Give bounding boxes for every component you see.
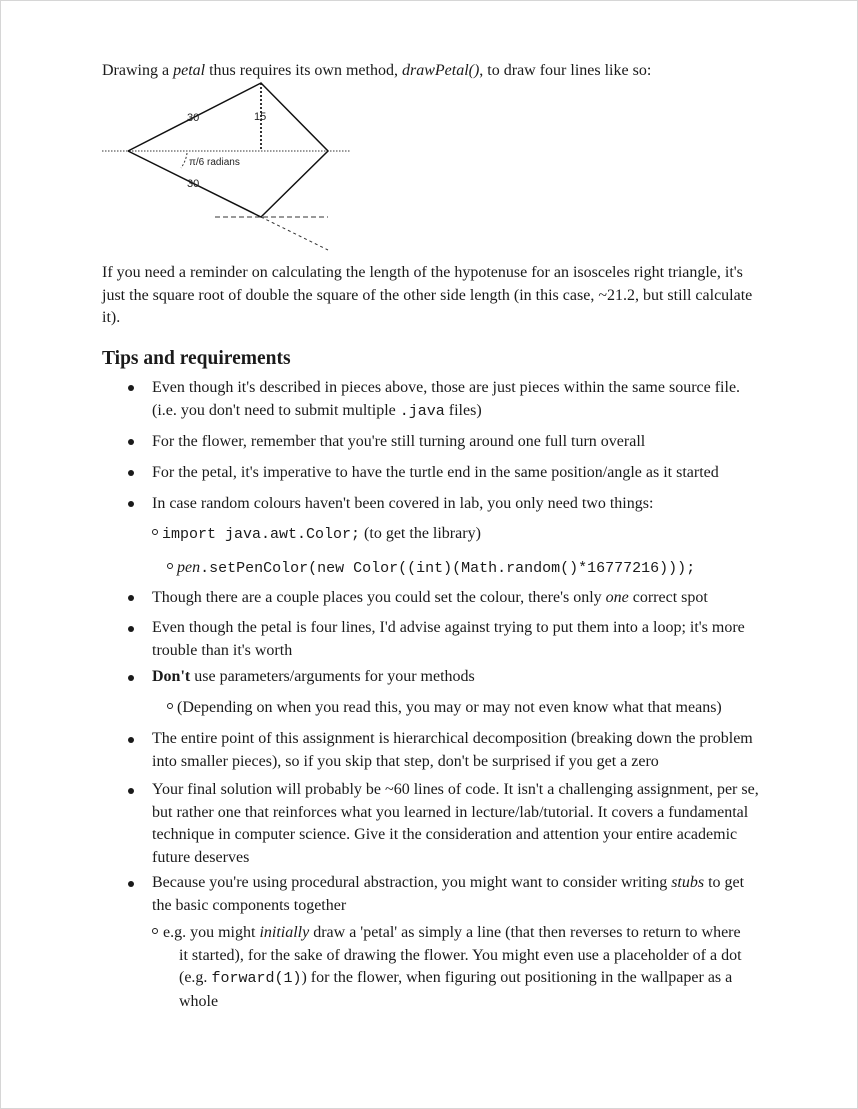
bullet xyxy=(128,881,134,887)
bullet xyxy=(128,737,134,743)
bullet xyxy=(128,788,134,794)
label-30-top: 30 xyxy=(187,112,200,124)
diagonal-dashed-extension xyxy=(261,217,328,250)
tip-stubs-subitem: e.g. you might initially draw a 'petal' as simply a line (that then reverses to return to where it started), for the sake of drawing the flower. You might even use a placeholder of a dot (e.g. forward(1)) for the flower, when figuring out positioning in the wallpaper as a whole xyxy=(152,922,752,1013)
bullet xyxy=(128,501,134,507)
angle-arc xyxy=(181,153,187,168)
tip-random-colours: In case random colours haven't been covered in lab, you only need two things: xyxy=(152,495,654,512)
tip-full-turn: For the flower, remember that you're still turning around one full turn overall xyxy=(152,433,646,450)
intro-paragraph: Drawing a petal thus requires its own method, drawPetal(), to draw four lines like so: xyxy=(102,62,652,79)
label-15: 15 xyxy=(254,111,267,123)
label-angle: π/6 radians xyxy=(189,157,240,168)
tip-import-subitem: import java.awt.Color; (to get the library) xyxy=(152,523,481,547)
bullet xyxy=(128,470,134,476)
tips-heading: Tips and requirements xyxy=(102,348,291,369)
bullet xyxy=(128,439,134,445)
petal-diagram xyxy=(99,79,359,255)
tip-sixty-lines: Your final solution will probably be ~60 lines of code. It isn't a challenging assignment, per se, but rather one that reinforces what you learned in lecture/lab/tutorial. It covers a fundamental technique in computer science. Give it the consideration and attention your entire academic future deserves xyxy=(152,781,759,866)
method-name: drawPetal() xyxy=(401,62,480,79)
tip-no-loop: Even though the petal is four lines, I'd advise against trying to put them into a loop; it's more trouble than it's worth xyxy=(152,619,745,659)
java-extension-code: .java xyxy=(399,402,445,420)
bullet xyxy=(128,385,134,391)
tip-petal-end-position: For the petal, it's imperative to have the turtle end in the same position/angle as it started xyxy=(152,464,719,481)
tip-decomposition: The entire point of this assignment is hierarchical decomposition (breaking down the problem into smaller pieces), so if you skip that step, don't be surprised if you get a zero xyxy=(152,730,753,770)
setpencolor-code: .setPenColor(new Color((int)(Math.random()*16777216))); xyxy=(200,560,696,577)
reminder-paragraph: If you need a reminder on calculating the length of the hypotenuse for an isosceles right triangle, it's just the square root of double the square of the other side length (in this case, ~21.2, but still calculate it). xyxy=(102,264,753,326)
forward-code: forward(1) xyxy=(211,970,302,987)
tip-setpencolor-subitem: pen.setPenColor(new Color((int)(Math.random()*16777216))); xyxy=(167,557,695,581)
tip-no-parameters-subitem: (Depending on when you read this, you may or may not even know what that means) xyxy=(167,697,722,720)
bullet xyxy=(128,675,134,681)
petal-word: petal xyxy=(173,62,206,79)
import-code: import java.awt.Color; xyxy=(162,526,361,543)
tip-colour-spot: Though there are a couple places you could set the colour, there's only one correct spot xyxy=(152,589,708,606)
bullet xyxy=(128,626,134,632)
tip-stubs: Because you're using procedural abstraction, you might want to consider writing stubs to get the basic components together xyxy=(152,874,745,914)
petal-outline xyxy=(128,83,328,217)
label-30-bottom: 30 xyxy=(187,178,200,190)
tip-source-file: Even though it's described in pieces above, those are just pieces within the same source file. (i.e. you don't need to submit multiple .java files) xyxy=(152,379,741,420)
tip-no-parameters: Don't use parameters/arguments for your methods xyxy=(152,668,475,685)
bullet xyxy=(128,595,134,601)
